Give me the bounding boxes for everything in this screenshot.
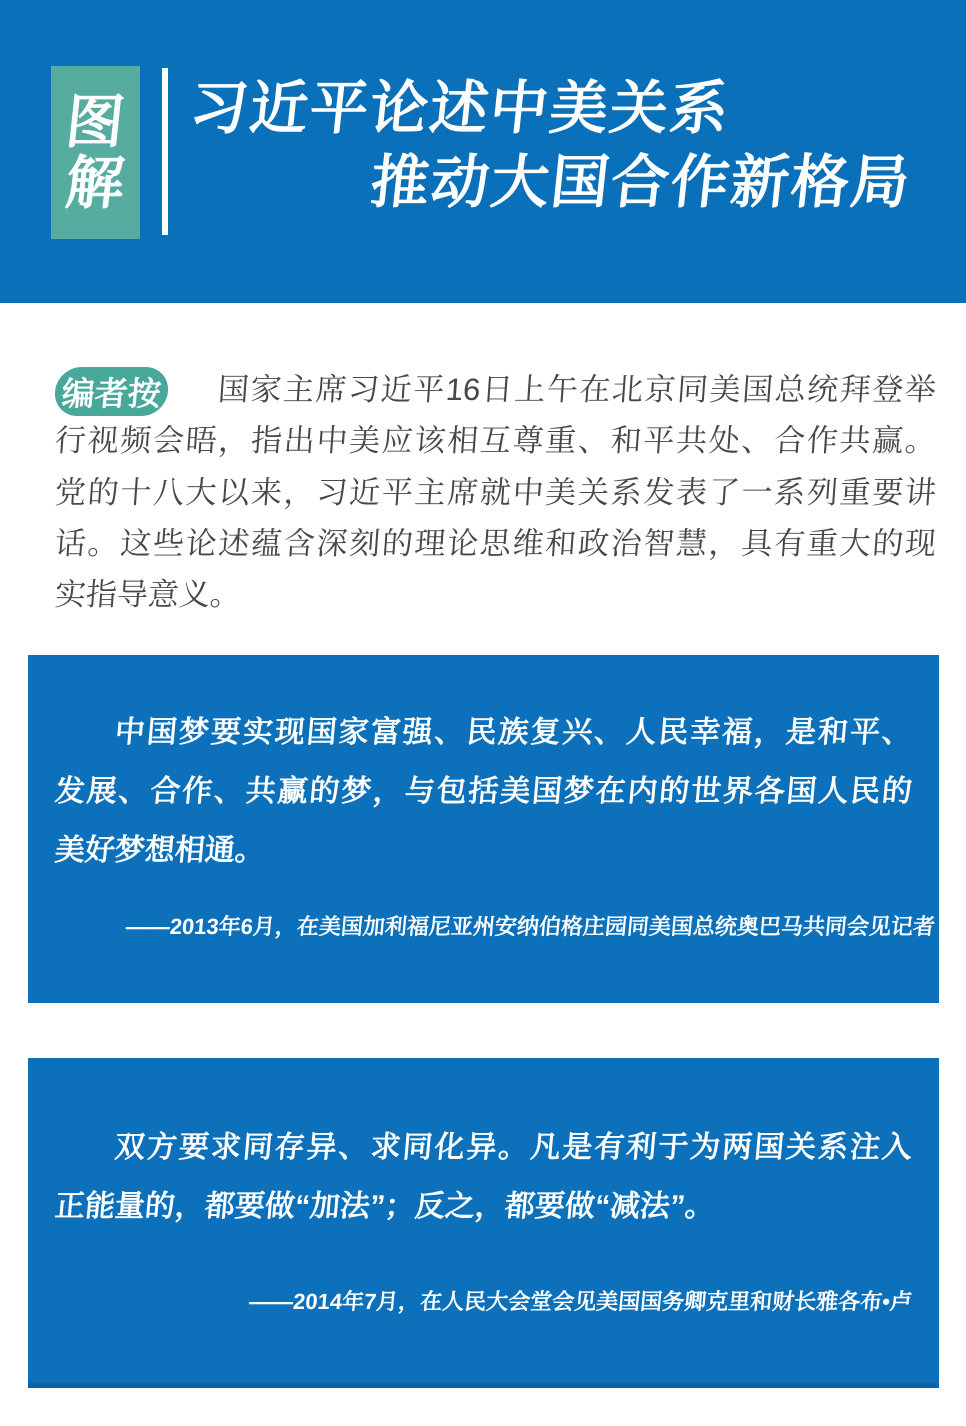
editor-note-paragraph: [55, 364, 936, 620]
infographic-tag-box: [51, 66, 140, 239]
quote-1-line: 中国梦要实现国家富强、民族复兴、人民幸福，是和平、: [113, 716, 914, 749]
quote-2-attribution: ——2014年7月，在人民大会堂会见美国国务卿克里和财长雅各布•卢: [248, 1289, 914, 1314]
quote-1-line: 美好梦想相通。: [53, 834, 267, 867]
page-title-line-1: 习近平论述中美关系: [186, 76, 734, 141]
infographic-tag-char-1: 图: [63, 89, 128, 155]
quote-box-1: [28, 655, 939, 1003]
editor-note-line: 实指导意义。: [53, 577, 243, 613]
editor-note-line: 行视频会晤，指出中美应该相互尊重、和平共处、合作共赢。: [53, 423, 938, 459]
infographic-tag-char-2: 解: [63, 150, 128, 216]
header-banner: [0, 0, 966, 303]
page-title-line-2: 推动大国合作新格局: [367, 150, 915, 215]
page-title: [186, 72, 915, 220]
quote-box-2: [28, 1058, 939, 1388]
editor-note-line: 国家主席习近平16日上午在北京同美国总统拜登举: [216, 372, 938, 407]
editor-note-line: 话。这些论述蕴含深刻的理论思维和政治智慧，具有重大的现: [53, 525, 938, 561]
quote-1-attribution: ——2013年6月，在美国加利福尼亚州安纳伯格庄园同美国总统奥巴马共同会见记者: [124, 914, 937, 939]
header-divider: [162, 68, 168, 235]
editor-note-line: 党的十八大以来，习近平主席就中美关系发表了一系列重要讲: [53, 474, 938, 510]
editor-note-badge: 编者按: [53, 367, 170, 416]
editor-note-section: [55, 364, 936, 620]
quote-2-line: 双方要求同存异、求同化异。凡是有利于为两国关系注入: [113, 1131, 914, 1164]
quote-2-line: 正能量的，都要做“加法”；反之，都要做“减法”。: [53, 1190, 717, 1223]
quote-1-line: 发展、合作、共赢的梦，与包括美国梦在内的世界各国人民的: [53, 775, 914, 808]
